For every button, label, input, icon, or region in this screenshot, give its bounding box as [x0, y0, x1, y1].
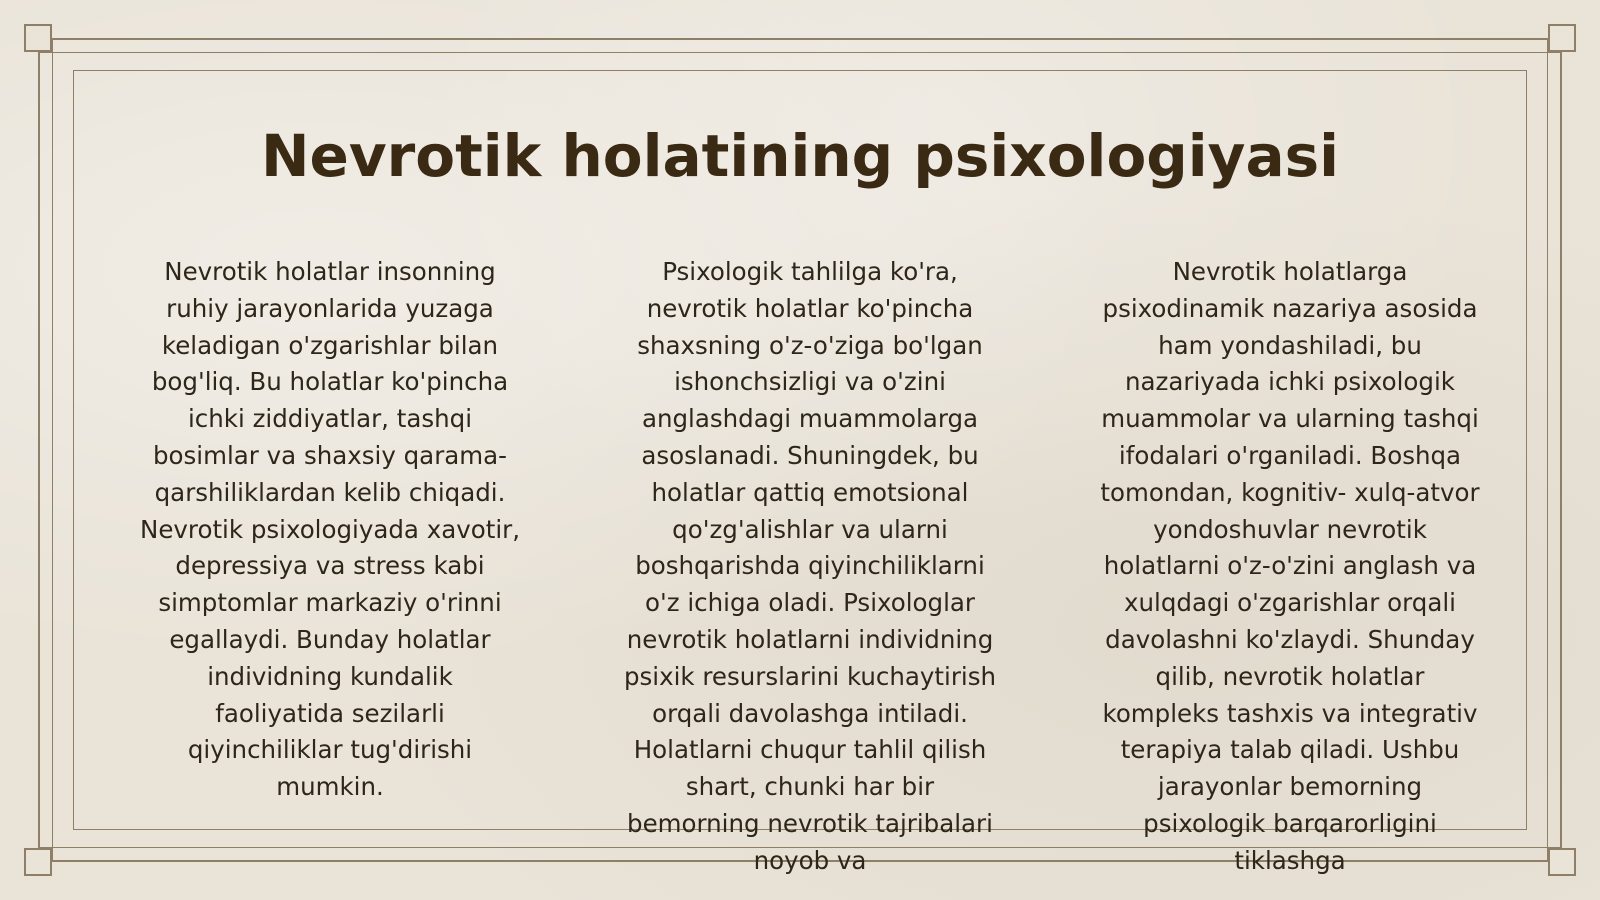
corner-square-bottom-right — [1548, 848, 1576, 876]
slide-title: Nevrotik holatining psixologiyasi — [260, 122, 1340, 190]
text-column-3: Nevrotik holatlarga psixodinamik nazariya asosida ham yondashiladi, bu nazariyada ichki psixologik muammolar va ularning tashqi ifodalari o'rganiladi. Boshqa tomondan, kognitiv- xulq-atvor yondoshuvlar nevrotik holatlarni o'z-o'zini anglash va xulqdagi o'zgarishlar orqali davolashni ko'zlaydi. Shunday qilib, nevrotik holatlar kompleks tashxis va integrativ terapiya talab qiladi. Ushbu jarayonlar bemorning psixologik barqarorligini tiklashga — [1100, 257, 1480, 875]
corner-square-top-left — [24, 24, 52, 52]
corner-square-bottom-left — [24, 848, 52, 876]
text-columns — [140, 254, 1480, 900]
corner-square-top-right — [1548, 24, 1576, 52]
text-column-2: Psixologik tahlilga ko'ra, nevrotik holatlar ko'pincha shaxsning o'z-o'ziga bo'lgan ishonchsizligi va o'zini anglashdagi muammolarga asoslanadi. Shuningdek, bu holatlar qattiq emotsional qo'zg'alishlar va ularni boshqarishda qiyinchiliklarni o'z ichiga oladi. Psixologlar nevrotik holatlarni individning psixik resurslarini kuchaytirish orqali davolashga intiladi. Holatlarni chuqur tahlil qilish shart, chunki har bir bemorning nevrotik tajribalari noyob va — [623, 257, 997, 875]
text-column-1: Nevrotik holatlar insonning ruhiy jarayonlarida yuzaga keladigan o'zgarishlar bilan bog'liq. Bu holatlar ko'pincha ichki ziddiyatlar, tashqi bosimlar va shaxsiy qarama-qarshiliklardan kelib chiqadi. Nevrotik psixologiyada xavotir, depressiya va stress kabi simptomlar markaziy o'rinni egallaydi. Bunday holatlar individning kundalik faoliyatida sezilarli qiyinchiliklar tug'dirishi mumkin. — [140, 257, 520, 802]
